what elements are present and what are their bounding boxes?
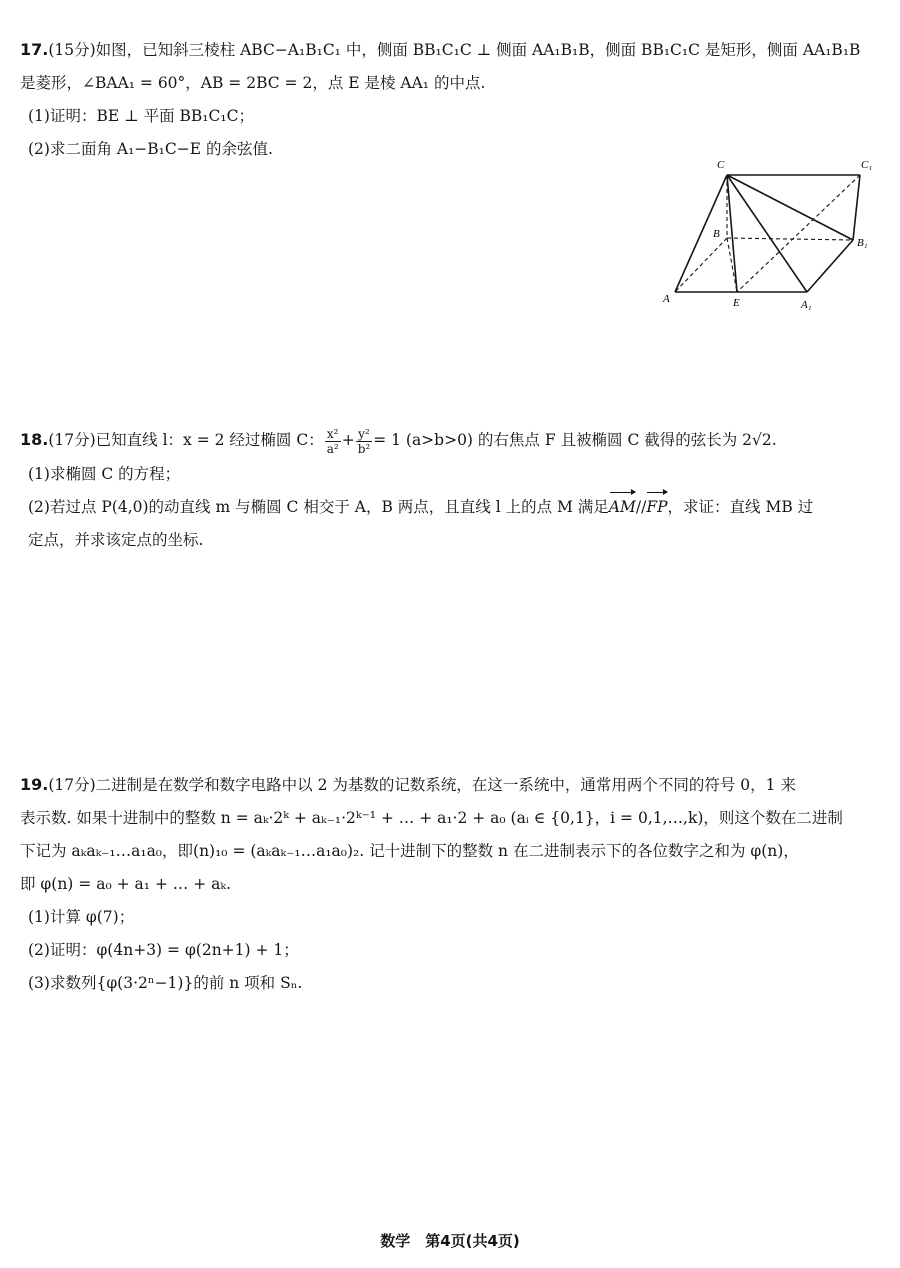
fraction-y2-b2: $\frac{\text{y²}}{\text{b²}}$ bbox=[357, 426, 371, 456]
q18-part2-line2: 定点，并求该定点的坐标. bbox=[28, 531, 204, 549]
q19-number: 19. bbox=[20, 775, 49, 794]
edge-B-A bbox=[675, 238, 727, 292]
question-18 bbox=[20, 422, 872, 557]
question-19 bbox=[20, 768, 872, 1000]
vector-FP: FP bbox=[646, 491, 667, 524]
fraction-x2-a2: $\frac{\text{x²}}{\text{a²}}$ bbox=[326, 426, 339, 456]
q19-stem-line3: 下记为 aₖaₖ₋₁…a₁a₀，即(n)₁₀ = (aₖaₖ₋₁…a₁a₀)₂. 记十进制下的整数 n 在二进制表示下的各位数字之和为 φ(n)， bbox=[20, 842, 799, 860]
q17-stem-line1: 17.(15分)如图，已知斜三棱柱 ABC−A₁B₁C₁ 中，侧面 BB₁C₁C ⊥ 侧面 AA₁B₁B，侧面 BB₁C₁C 是矩形，侧面 AA₁B₁B bbox=[20, 40, 861, 59]
q18-part1: (1)求椭圆 C 的方程； bbox=[28, 465, 181, 483]
label-A: A bbox=[663, 293, 670, 305]
q17-part1: (1)证明：BE ⊥ 平面 BB₁C₁C； bbox=[28, 107, 254, 125]
label-C: C bbox=[717, 159, 725, 171]
edge-B1-A1 bbox=[807, 240, 853, 292]
edge-C1-B1 bbox=[853, 175, 860, 240]
q19-stem-line1: 19.(17分)二进制是在数学和数字电路中以 2 为基数的记数系统，在这一系统中，通常用两个不同的符号 0，1 来 bbox=[20, 775, 796, 794]
edge-C-B1 bbox=[727, 175, 853, 240]
q19-part2: (2)证明：φ(4n+3) = φ(2n+1) + 1； bbox=[28, 941, 299, 959]
q19-part1: (1)计算 φ(7)； bbox=[28, 908, 135, 926]
q19-stem-line4: 即 φ(n) = a₀ + a₁ + … + aₖ. bbox=[20, 875, 231, 893]
q17-number: 17. bbox=[20, 40, 49, 59]
q19-stem-line2: 表示数. 如果十进制中的整数 n = aₖ·2ᵏ + aₖ₋₁·2ᵏ⁻¹ + … + a₁·2 + a₀ (aᵢ ∈ {0,1}，i = 0,1,…,k)，则这个数在二进制 bbox=[20, 809, 843, 827]
edge-C-E bbox=[727, 175, 737, 292]
vector-AM: AM bbox=[609, 491, 636, 524]
q17-part2: (2)求二面角 A₁−B₁C−E 的余弦值. bbox=[28, 140, 273, 158]
prism-figure bbox=[655, 150, 890, 320]
label-E: E bbox=[733, 297, 740, 309]
q18-number: 18. bbox=[20, 430, 49, 449]
q18-part2-line1: (2)若过点 P(4,0)的动直线 m 与椭圆 C 相交于 A，B 两点，且直线 l 上的点 M 满足AM//FP，求证：直线 MB 过 bbox=[28, 491, 872, 524]
q18-stem-line1: 18.(17分)已知直线 l：x = 2 经过椭圆 C： $\frac{\text{x²}}{\text{a²}}$ + $\frac{\text{y²}}{\text{b²}}$ = 1 (a>b>0) 的右焦点 F 且被椭圆 C 截得的弦长为 2√2. bbox=[20, 426, 777, 456]
edge-C-A1 bbox=[727, 175, 807, 292]
edge-B-E bbox=[727, 238, 737, 292]
label-B: B bbox=[713, 228, 720, 240]
q17-stem-line2: 是菱形，∠BAA₁ = 60°，AB = 2BC = 2，点 E 是棱 AA₁ 的中点. bbox=[20, 74, 486, 92]
edge-B-B1 bbox=[727, 238, 853, 240]
label-B1: B₁ bbox=[857, 237, 868, 249]
label-C1: C₁ bbox=[861, 159, 873, 171]
label-A1: A₁ bbox=[801, 299, 812, 311]
page-footer: 数学 第4页(共4页) bbox=[380, 1232, 520, 1250]
question-17 bbox=[20, 33, 872, 166]
q19-part3: (3)求数列{φ(3·2ⁿ−1)}的前 n 项和 Sₙ. bbox=[28, 974, 303, 992]
